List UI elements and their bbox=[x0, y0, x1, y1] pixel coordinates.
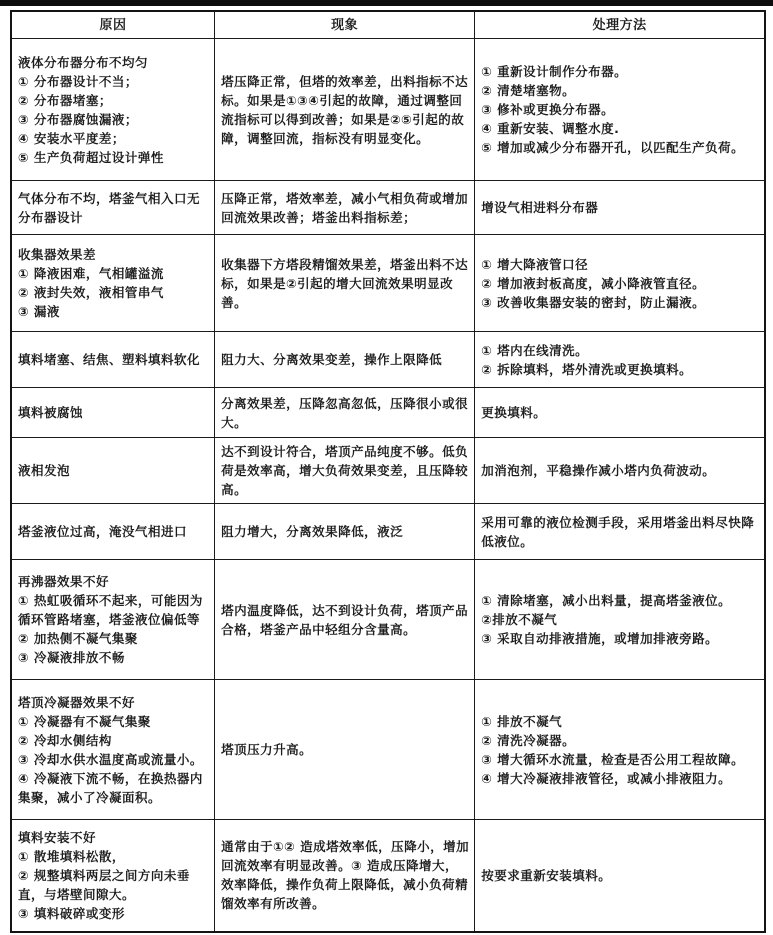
phenomenon-cell bbox=[215, 388, 475, 438]
table-row bbox=[11, 504, 765, 560]
cell-line: ① 增大降液管口径 bbox=[481, 256, 589, 272]
treatment-cell bbox=[475, 181, 765, 235]
cause-cell bbox=[11, 235, 215, 332]
cause-cell bbox=[11, 332, 215, 388]
cell-line: 压降正常，塔效率差，减小气相负荷或增加回流效果改善；塔釜出料指标差； bbox=[221, 190, 469, 225]
phenomenon-cell bbox=[215, 181, 475, 235]
phenomenon-cell bbox=[215, 680, 475, 820]
cell-line: ④ 重新安装、调整水度. bbox=[481, 121, 620, 136]
cell-line: ① 塔内在线清洗。 bbox=[481, 342, 589, 358]
cell-line: 达不到设计符合，塔顶产品纯度不够。低负荷是效率高，增大负荷效果变差，且压降较高。 bbox=[221, 444, 469, 497]
cell-line: ⑤ 生产负荷超过设计弹性 bbox=[18, 149, 164, 165]
cell-line: 填料被腐蚀 bbox=[18, 405, 84, 420]
phenomenon-cell bbox=[215, 560, 475, 680]
cell-line: ① 热虹吸循环不起来，可能因为循环管路堵塞，塔釜液位偏低等 bbox=[18, 593, 203, 627]
table-row bbox=[11, 332, 765, 388]
column-header-cause: 原因 bbox=[11, 11, 215, 39]
top-border-bar bbox=[0, 0, 773, 6]
cell-line: ④ 增大冷凝液排液管径，或减小排液阻力。 bbox=[481, 770, 732, 786]
cell-line: 阻力大、分离效果变差，操作上限降低 bbox=[221, 352, 443, 367]
cell-line: ② 清洗冷凝器。 bbox=[481, 732, 576, 748]
cause-cell bbox=[11, 438, 215, 504]
cell-line: 采用可靠的液位检测手段，采用塔釜出料尽快降低液位。 bbox=[481, 514, 755, 549]
fault-diagnosis-table bbox=[10, 10, 766, 933]
cell-line: ② 拆除填料，塔外清洗或更换填料。 bbox=[481, 361, 693, 377]
cell-line: ② 冷却水侧结构 bbox=[18, 732, 112, 748]
cell-line: ① 降液困难，气相罐溢流 bbox=[18, 266, 164, 281]
cell-line: ⑤ 增加或减少分布器开孔，以匹配生产负荷。 bbox=[481, 140, 745, 155]
cell-line: ③ 分布器腐蚀漏液； bbox=[18, 111, 138, 127]
cell-line: ② 加热侧不凝气集聚 bbox=[18, 631, 138, 646]
cell-line: ④ 冷凝液下流不畅，在换热器内集聚，减小了冷凝面积。 bbox=[18, 770, 203, 805]
cell-line: ②排放不凝气 bbox=[481, 612, 558, 627]
cell-line: ③ 采取自动排液措施，或增加排液旁路。 bbox=[481, 631, 719, 646]
cause-cell bbox=[11, 680, 215, 820]
phenomenon-cell bbox=[215, 332, 475, 388]
cell-line: 塔顶压力升高。 bbox=[221, 742, 313, 757]
table-row bbox=[11, 181, 765, 235]
treatment-cell bbox=[475, 820, 765, 932]
phenomenon-cell bbox=[215, 820, 475, 932]
table-body bbox=[11, 39, 765, 932]
cause-cell bbox=[11, 504, 215, 560]
cell-line: ① 散堆填料松散， bbox=[18, 848, 125, 864]
cell-line: 收集器效果差 bbox=[18, 247, 97, 262]
table-row bbox=[11, 388, 765, 438]
cell-line: ③ 增大循环水流量，检查是否公用工程故障。 bbox=[481, 751, 745, 767]
treatment-cell bbox=[475, 560, 765, 680]
cell-line: ② 规整填料两层之间方向未垂直，与塔壁间隙大。 bbox=[18, 867, 190, 902]
column-header-treatment: 处理方法 bbox=[475, 11, 765, 39]
treatment-cell bbox=[475, 235, 765, 332]
column-header-phenomenon: 现象 bbox=[215, 11, 475, 39]
cell-line: ② 分布器堵塞； bbox=[18, 92, 112, 108]
treatment-cell bbox=[475, 388, 765, 438]
phenomenon-cell bbox=[215, 235, 475, 332]
cell-line: 通常由于①② 造成塔效率低，压降小，增加回流效率有明显改善。③ 造成压降增大，效率降低，操作负荷上限降低，减小负荷精馏效率有所改善。 bbox=[221, 839, 470, 912]
cell-line: ③ 冷却水供水温度高或流量小。 bbox=[18, 751, 203, 767]
cell-line: ② 增加液封板高度，减小降液管直径。 bbox=[481, 275, 706, 291]
cell-line: ③ 修补或更换分布器。 bbox=[481, 102, 615, 117]
cause-cell bbox=[11, 388, 215, 438]
cell-line: ① 冷凝器有不凝气集聚 bbox=[18, 713, 151, 729]
phenomenon-cell bbox=[215, 504, 475, 560]
cell-line: ③ 改善收集器安装的密封，防止漏液。 bbox=[481, 294, 706, 310]
cell-line: 加消泡剂，平稳操作减小塔内负荷波动。 bbox=[481, 463, 716, 478]
table-row bbox=[11, 438, 765, 504]
cell-line: ③ 漏液 bbox=[18, 304, 60, 319]
table-row bbox=[11, 235, 765, 332]
cell-line: 收集器下方塔段精馏效果差，塔釜出料不达标，如果是②引起的增大回流效果明显改善。 bbox=[221, 256, 469, 310]
cell-line: 填料堵塞、结焦、塑料填料软化 bbox=[18, 352, 201, 367]
cell-line: 按要求重新安装填料。 bbox=[481, 867, 612, 883]
treatment-cell bbox=[475, 332, 765, 388]
cell-line: ① 分布器设计不当； bbox=[18, 73, 138, 89]
table-row bbox=[11, 39, 765, 181]
treatment-cell bbox=[475, 504, 765, 560]
table-row bbox=[11, 820, 765, 932]
table-row bbox=[11, 560, 765, 680]
cell-line: ② 清楚堵塞物。 bbox=[481, 83, 576, 98]
cause-cell bbox=[11, 181, 215, 235]
cell-line: 气体分布不均，塔釜气相入口无分布器设计 bbox=[18, 190, 201, 225]
cell-line: 分离效果差，压降忽高忽低，压降很小或很大。 bbox=[221, 395, 469, 430]
cell-line: ③ 填料破碎或变形 bbox=[18, 905, 125, 921]
cell-line: 塔顶冷凝器效果不好 bbox=[18, 694, 136, 710]
cause-cell bbox=[11, 560, 215, 680]
treatment-cell bbox=[475, 438, 765, 504]
header-row bbox=[11, 11, 765, 39]
cell-line: ③ 冷凝液排放不畅 bbox=[18, 650, 125, 665]
treatment-cell bbox=[475, 680, 765, 820]
cause-cell bbox=[11, 820, 215, 932]
cell-line: 增设气相进料分布器 bbox=[481, 200, 599, 215]
cell-line: 塔内温度降低，达不到设计负荷，塔顶产品合格，塔釜产品中轻组分含量高。 bbox=[221, 602, 469, 637]
cell-line: ① 重新设计制作分布器。 bbox=[481, 64, 628, 79]
cell-line: ① 清除堵塞，减小出料量，提高塔釜液位。 bbox=[481, 593, 732, 608]
phenomenon-cell bbox=[215, 39, 475, 181]
phenomenon-cell bbox=[215, 438, 475, 504]
cell-line: 阻力增大，分离效果降低，液泛 bbox=[221, 524, 404, 539]
cell-line: ④ 安装水平度差； bbox=[18, 130, 125, 146]
cause-cell bbox=[11, 39, 215, 181]
table-row bbox=[11, 680, 765, 820]
cell-line: 液相发泡 bbox=[18, 463, 71, 478]
cell-line: ① 排放不凝气 bbox=[481, 713, 563, 729]
cell-line: ② 液封失效，液相管串气 bbox=[18, 285, 164, 300]
cell-line: 更换填料。 bbox=[481, 405, 547, 420]
cell-line: 塔釜液位过高，淹没气相进口 bbox=[18, 524, 188, 539]
treatment-cell bbox=[475, 39, 765, 181]
cell-line: 填料安装不好 bbox=[18, 829, 97, 845]
cell-line: 液体分布器分布不均匀 bbox=[18, 54, 149, 70]
cell-line: 塔压降正常，但塔的效率差，出料指标不达标。如果是①③④引起的故障，通过调整回流指标可以得到改善；如果是②⑤引起的故障，调整回流，指标没有明显变化。 bbox=[221, 73, 469, 146]
cell-line: 再沸器效果不好 bbox=[18, 574, 110, 589]
